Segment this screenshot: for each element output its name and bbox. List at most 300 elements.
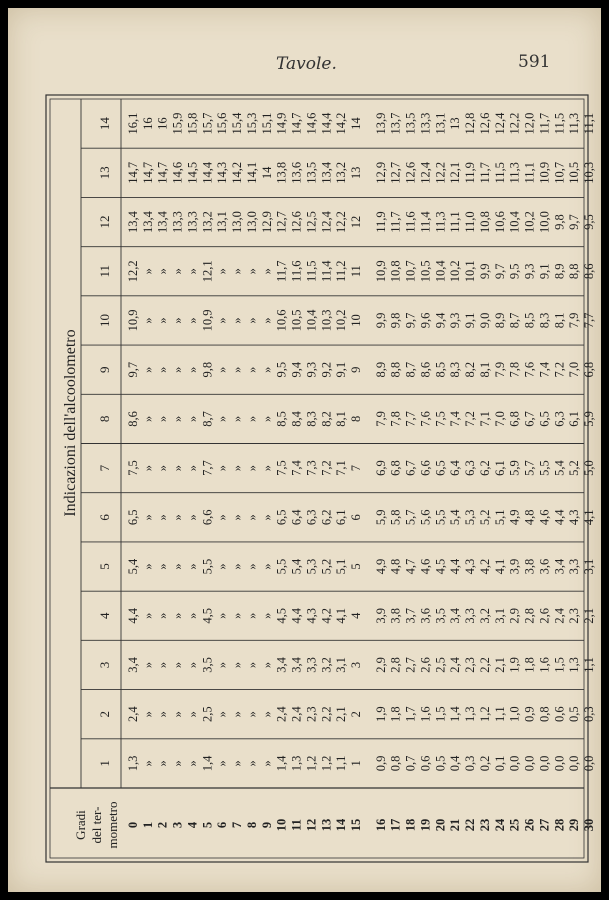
- table-cell: 11,5: [492, 162, 507, 184]
- row-labels: [126, 818, 596, 831]
- table-cell: 9,6: [418, 312, 433, 329]
- table-cell: 3,4: [448, 607, 463, 624]
- table-cell: »: [185, 563, 200, 570]
- column-header: 3: [97, 661, 112, 669]
- row-label: 3: [170, 821, 185, 829]
- table-cell: »: [215, 366, 230, 373]
- table-cell: 0,0: [567, 755, 582, 772]
- table-cell: »: [155, 366, 170, 373]
- table-cell: »: [244, 563, 259, 570]
- table-cell: 2: [349, 711, 363, 718]
- table-cell: 12,4: [418, 161, 433, 184]
- table-cell: 2,9: [373, 657, 388, 673]
- table-cell: 13,4: [155, 211, 170, 233]
- table-cell: 6,6: [418, 460, 433, 476]
- table-cell: 9,1: [463, 312, 478, 329]
- table-cell: 7,1: [334, 460, 349, 476]
- table-cell: »: [230, 563, 245, 570]
- table-cell: 10,2: [334, 309, 349, 332]
- table-cell: 3,8: [388, 607, 403, 624]
- table-cell: 9,7: [403, 312, 418, 329]
- table-cell: 11: [349, 265, 363, 278]
- table-cell: 5,5: [537, 460, 552, 476]
- table-cell: 1,2: [319, 755, 334, 772]
- table-cell: »: [155, 711, 170, 718]
- table-cell: 11,3: [433, 211, 448, 233]
- table-cell: 6: [349, 514, 363, 521]
- table-cell: 1,3: [126, 755, 140, 772]
- row-label: 28: [552, 818, 567, 832]
- row-label: 8: [244, 821, 259, 829]
- table-cell: 2,2: [319, 706, 334, 722]
- table-cell: 3,4: [274, 657, 289, 673]
- table-cell: 12,1: [448, 161, 463, 184]
- table-cell: 10,5: [418, 260, 433, 283]
- column-header: 13: [97, 166, 112, 180]
- table-cell: 8,8: [388, 361, 403, 378]
- table-cell: 5,4: [126, 558, 140, 575]
- table-cell: 16: [140, 117, 155, 130]
- table-cell: 5,4: [448, 509, 463, 526]
- table-cell: 0,6: [418, 755, 433, 772]
- table-cell: »: [155, 661, 170, 669]
- table-cell: 8,5: [433, 361, 448, 378]
- table-cell: »: [244, 711, 259, 718]
- table-cell: »: [230, 760, 245, 767]
- table-cell: 4,3: [304, 607, 319, 624]
- table-cell: »: [170, 464, 185, 472]
- table-cell: »: [140, 514, 155, 521]
- table-cell: 1,6: [537, 657, 552, 673]
- table-cell: 4,2: [477, 558, 492, 575]
- table-cell: »: [230, 268, 245, 275]
- table-cell: »: [155, 760, 170, 767]
- row-label: 6: [215, 821, 230, 829]
- table-cell: 11,2: [334, 260, 349, 282]
- table-cell: 9,3: [304, 361, 319, 378]
- table-cell: »: [244, 514, 259, 521]
- table-cell: 2,3: [567, 607, 582, 624]
- table-cell: 5,7: [522, 460, 537, 476]
- table-cell: 9,1: [537, 263, 552, 280]
- table-cell: 6,2: [477, 460, 492, 476]
- table-cell: 11,5: [552, 112, 567, 135]
- row-label: 29: [567, 818, 582, 832]
- table-cell: 0,9: [522, 706, 537, 722]
- table-cell: 6,9: [373, 460, 388, 476]
- table-cell: 2,5: [200, 706, 215, 722]
- column-header: 14: [97, 117, 112, 131]
- table-cell: 7,3: [304, 460, 319, 476]
- table-cell: 6,8: [388, 460, 403, 476]
- table-cell: 3,3: [463, 607, 478, 624]
- table-cell: 5,4: [289, 558, 304, 575]
- table-cell: »: [259, 317, 274, 324]
- table-cell: 11,9: [373, 211, 388, 233]
- table-cell: »: [230, 317, 245, 324]
- page-number: 591: [518, 52, 551, 72]
- table-cell: »: [155, 415, 170, 423]
- table-cell: »: [155, 612, 170, 619]
- table-cell: 4,5: [200, 607, 215, 624]
- table-cell: 9,0: [477, 312, 492, 329]
- table-cell: 10,9: [200, 309, 215, 332]
- table-cell: »: [259, 612, 274, 619]
- table-cell: 12,0: [522, 112, 537, 135]
- table-cell: 4,6: [418, 558, 433, 575]
- table-cell: 4,5: [274, 607, 289, 624]
- table-cell: 3,2: [319, 657, 334, 673]
- table-cell: 13,3: [170, 211, 185, 233]
- table-cell: »: [170, 711, 185, 718]
- table-cell: 8,5: [522, 312, 537, 329]
- table-cell: 7,0: [492, 411, 507, 427]
- table-cell: »: [244, 612, 259, 619]
- table-cell: 8,3: [537, 312, 552, 329]
- table-cell: 13,4: [319, 161, 334, 184]
- table-border: [46, 95, 588, 862]
- table-cell: 10,8: [388, 260, 403, 283]
- column-header: 2: [97, 710, 112, 718]
- table-cell: 7,5: [274, 460, 289, 476]
- table-cell: 16,1: [126, 112, 140, 135]
- table-cell: 7,6: [418, 411, 433, 427]
- table-cell: 10,2: [522, 211, 537, 233]
- table-cell: 13,1: [433, 112, 448, 135]
- table-cell: 2,9: [507, 607, 522, 624]
- table-cell: 9,5: [507, 263, 522, 280]
- table-cell: 13,3: [418, 112, 433, 135]
- row-label: 10: [274, 818, 289, 832]
- table-cell: 0,3: [463, 755, 478, 772]
- table-cell: 5,1: [334, 558, 349, 575]
- row-label: 18: [403, 818, 418, 832]
- table-cell: »: [170, 268, 185, 275]
- table-cell: 0,0: [552, 755, 567, 772]
- table-cell: 4,2: [319, 607, 334, 624]
- table-cell: 2,4: [552, 607, 567, 624]
- table-cell: 6,3: [552, 411, 567, 427]
- table-cell: 3,9: [507, 558, 522, 575]
- table-cell: 7,4: [448, 411, 463, 427]
- table-cell: 15,4: [230, 112, 245, 135]
- table-cell: »: [155, 317, 170, 324]
- table-cell: 0,5: [567, 706, 582, 722]
- table-cell: 2,6: [537, 607, 552, 624]
- table-cell: 8,9: [552, 263, 567, 280]
- table-cell: 12,9: [373, 161, 388, 184]
- table-cell: 6,1: [567, 411, 582, 427]
- table-cell: 2,1: [334, 706, 349, 722]
- table-cell: »: [230, 464, 245, 472]
- table-cell: 11,6: [289, 260, 304, 282]
- table-cell: 15,1: [259, 112, 274, 135]
- table-cell: 9,3: [522, 263, 537, 280]
- row-label: 20: [433, 818, 448, 832]
- table-cell: 9,8: [200, 361, 215, 378]
- table-cell: 3,5: [433, 607, 448, 624]
- row-label: 22: [463, 818, 478, 832]
- row-label: 15: [349, 818, 363, 832]
- table-cell: 10,7: [403, 260, 418, 283]
- table-cell: 13,7: [388, 112, 403, 135]
- table-cell: »: [185, 415, 200, 423]
- table-cell: 12,2: [126, 260, 140, 283]
- table-cell: »: [155, 563, 170, 570]
- table-cell: 0,1: [492, 755, 507, 772]
- row-header-line3: mometro: [105, 801, 120, 849]
- table-cell: »: [244, 317, 259, 324]
- table-cell: »: [215, 415, 230, 423]
- table-cell: 13,5: [403, 112, 418, 135]
- table-cell: 14,6: [170, 161, 185, 184]
- table-cell: 7,7: [582, 312, 596, 329]
- table-cell: 8,8: [567, 263, 582, 280]
- table-cell: 6,4: [289, 509, 304, 526]
- table-cell: 5,3: [304, 558, 319, 575]
- table-cell: 13,0: [244, 211, 259, 233]
- table-cell: 6,5: [126, 509, 140, 526]
- column-header: 10: [97, 313, 112, 327]
- table-cell: 9,5: [582, 214, 596, 230]
- table-cell: 11,1: [582, 112, 596, 135]
- table-cell: »: [155, 464, 170, 472]
- table-cell: 1,7: [403, 706, 418, 722]
- table-cell: 2,3: [304, 706, 319, 722]
- table-cell: 4,3: [463, 558, 478, 575]
- table-cell: »: [170, 415, 185, 423]
- table-cell: 10,9: [126, 309, 140, 332]
- table-cell: 9,9: [373, 312, 388, 329]
- table-cell: 8,9: [492, 312, 507, 329]
- table-cell: 7,4: [289, 460, 304, 476]
- table-cell: 5,5: [274, 558, 289, 575]
- table-cell: 8,6: [126, 411, 140, 427]
- table-cell: »: [244, 760, 259, 767]
- table-cell: 9,7: [492, 263, 507, 280]
- table-cell: 10: [349, 314, 363, 327]
- table-cell: 15,8: [185, 112, 200, 135]
- table-cell: 0,2: [477, 755, 492, 772]
- table-cell: 13,0: [230, 211, 245, 233]
- table-cell: 5,8: [388, 509, 403, 526]
- table-cell: 3,7: [403, 607, 418, 624]
- column-header: 12: [97, 215, 112, 229]
- table-cell: 7,4: [537, 361, 552, 378]
- column-header: 11: [97, 264, 112, 278]
- table-cell: 14: [349, 117, 363, 130]
- table-cell: 7,7: [200, 460, 215, 476]
- table-cell: 0,7: [403, 755, 418, 772]
- table-cell: 6,2: [319, 509, 334, 526]
- table-cell: 1,1: [582, 657, 596, 673]
- row-label: 5: [200, 821, 215, 829]
- table-cell: 8,3: [304, 411, 319, 427]
- table-cell: 0,0: [507, 755, 522, 772]
- table-cell: 14,1: [244, 161, 259, 184]
- table-cell: 11,7: [537, 112, 552, 135]
- table-cell: 10,4: [507, 211, 522, 233]
- table-cell: 2,4: [274, 706, 289, 722]
- table-cell: 7,0: [567, 361, 582, 378]
- table-cell: 13,8: [274, 161, 289, 184]
- table-cell: 14: [259, 166, 274, 180]
- table-cell: 4,1: [492, 558, 507, 575]
- table-cell: 11,5: [304, 260, 319, 282]
- row-label: 14: [334, 818, 349, 832]
- table-cell: »: [215, 711, 230, 718]
- table-cell: 5,9: [507, 460, 522, 476]
- table-cell: 1,9: [507, 657, 522, 673]
- table-cell: 10,0: [537, 211, 552, 233]
- table-cell: 13: [349, 166, 363, 180]
- table-cell: 8,1: [552, 312, 567, 329]
- table-cell: 11,6: [403, 211, 418, 233]
- table-cell: »: [215, 514, 230, 521]
- table-cell: 15,3: [244, 112, 259, 135]
- table-cell: 1,5: [433, 706, 448, 722]
- row-label: 23: [477, 818, 492, 832]
- table-cell: 14,7: [155, 161, 170, 184]
- table-cell: 8,7: [507, 312, 522, 329]
- table-cell: 14,7: [289, 112, 304, 135]
- table-cell: »: [244, 268, 259, 275]
- table-cell: »: [259, 563, 274, 570]
- table-cell: »: [215, 612, 230, 619]
- table-cell: 3,9: [373, 607, 388, 624]
- table-cell: 0,8: [537, 706, 552, 722]
- row-label: 7: [230, 821, 245, 829]
- table-cell: »: [259, 366, 274, 373]
- table-cell: 13,9: [373, 112, 388, 135]
- table-cells: [126, 112, 596, 771]
- table-cell: 13: [448, 117, 463, 130]
- column-header: 7: [97, 464, 112, 472]
- table-cell: 10,4: [304, 309, 319, 332]
- table-cell: 8,4: [289, 411, 304, 427]
- row-label: 16: [373, 818, 388, 832]
- table-cell: 3,1: [334, 657, 349, 673]
- table-cell: 3,6: [537, 558, 552, 575]
- table-cell: 13,1: [215, 211, 230, 233]
- table-cell: 5,9: [373, 509, 388, 526]
- table-cell: 3,4: [552, 558, 567, 575]
- table-cell: 1,4: [200, 755, 215, 772]
- table-cell: 1,6: [418, 706, 433, 722]
- table-cell: 4,7: [403, 558, 418, 575]
- table-cell: »: [230, 366, 245, 373]
- table-cell: »: [185, 514, 200, 521]
- row-label: 4: [185, 821, 200, 829]
- table-cell: »: [230, 661, 245, 669]
- table-cell: 0,0: [522, 755, 537, 772]
- table-cell: 8,6: [582, 263, 596, 280]
- table-grid: [50, 99, 584, 788]
- table-cell: 15,6: [215, 112, 230, 135]
- table-cell: 2,1: [492, 657, 507, 673]
- table-cell: »: [230, 612, 245, 619]
- table-cell: 14,7: [126, 161, 140, 184]
- row-label: 26: [522, 818, 537, 832]
- table-cell: 3,4: [289, 657, 304, 673]
- table-cell: 2,4: [289, 706, 304, 722]
- table-cell: 2,5: [433, 657, 448, 673]
- table-cell: »: [259, 268, 274, 275]
- table-cell: 6,3: [463, 460, 478, 476]
- table-cell: 10,3: [582, 161, 596, 184]
- table-cell: 10,4: [433, 260, 448, 283]
- table-cell: 2,3: [463, 657, 478, 673]
- table-cell: 9,1: [334, 361, 349, 378]
- row-label: 2: [155, 821, 170, 829]
- table-cell: »: [155, 268, 170, 275]
- table-cell: »: [170, 514, 185, 521]
- running-title: Tavole.: [276, 54, 337, 74]
- table-cell: 6,7: [403, 460, 418, 476]
- table-cell: »: [244, 415, 259, 423]
- table-cell: 10,1: [463, 260, 478, 283]
- table-cell: 14,2: [334, 112, 349, 135]
- table-cell: 4,9: [373, 558, 388, 575]
- table-cell: 5,2: [567, 460, 582, 476]
- table-cell: 7,5: [433, 411, 448, 427]
- table-cell: 6,7: [522, 411, 537, 427]
- table-cell: 13,5: [304, 161, 319, 184]
- table-cell: »: [185, 464, 200, 472]
- table-cell: »: [185, 661, 200, 669]
- table-cell: 6,5: [274, 509, 289, 526]
- table-cell: 10,7: [552, 161, 567, 184]
- table-cell: 5,0: [582, 460, 596, 476]
- table-cell: 12,1: [200, 260, 215, 283]
- table-cell: 4,4: [448, 558, 463, 575]
- table-cell: 7,6: [522, 361, 537, 378]
- table-cell: 8,5: [274, 411, 289, 427]
- table-cell: 9: [349, 366, 363, 373]
- table-cell: »: [170, 612, 185, 619]
- table-cell: 9,7: [126, 361, 140, 378]
- table-cell: 12,6: [477, 112, 492, 135]
- table-cell: 7,8: [507, 361, 522, 378]
- row-label: 12: [304, 818, 319, 832]
- table-cell: »: [185, 711, 200, 718]
- table-cell: 7,8: [388, 411, 403, 427]
- table-cell: »: [185, 612, 200, 619]
- table-cell: 16: [155, 117, 170, 130]
- table-cell: 8,9: [373, 361, 388, 378]
- table-cell: 15,9: [170, 112, 185, 135]
- table-cell: »: [244, 464, 259, 472]
- table-cell: 6,8: [507, 411, 522, 427]
- table-cell: »: [140, 268, 155, 275]
- table-cell: 14,3: [215, 161, 230, 184]
- table-cell: 4,4: [126, 607, 140, 624]
- table-cell: 12,8: [463, 112, 478, 135]
- table-cell: »: [185, 366, 200, 373]
- table-cell: 2,4: [126, 706, 140, 722]
- row-label: 27: [537, 818, 552, 832]
- row-label: 21: [448, 818, 463, 832]
- row-label: 17: [388, 818, 403, 832]
- table-cell: 3,2: [477, 607, 492, 624]
- table-cell: »: [140, 711, 155, 718]
- table-cell: 8,2: [319, 411, 334, 427]
- table-cell: 8: [349, 415, 363, 423]
- table-cell: 12,4: [319, 211, 334, 233]
- table-cell: 9,4: [289, 361, 304, 378]
- table-cell: »: [185, 760, 200, 767]
- table-cell: 5,3: [463, 509, 478, 526]
